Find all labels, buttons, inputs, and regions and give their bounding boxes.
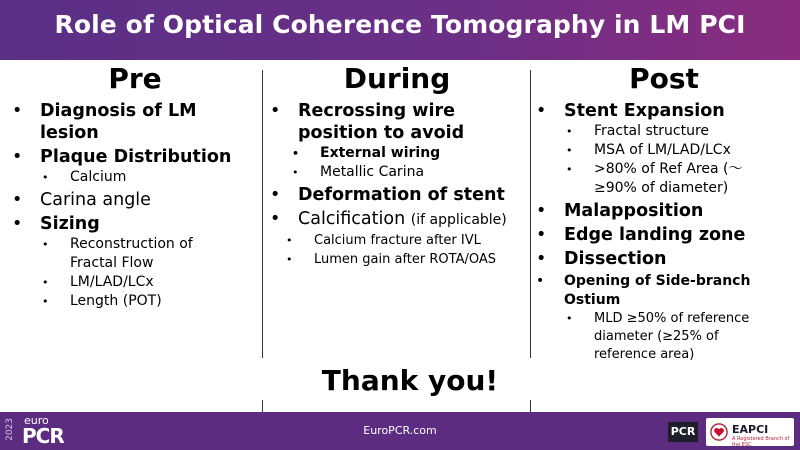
sublist-container (10, 235, 260, 311)
list-item: • Reconstruction of Fractal Flow (40, 235, 210, 273)
list-item: • Deformation of stent (268, 184, 526, 206)
list-item: • Calcium (40, 168, 260, 187)
column-header-pre: Pre (108, 62, 162, 95)
list-item (268, 208, 526, 231)
list-item: • Length (POT) (40, 292, 260, 311)
eapci-subtitle: A Registered Branch of the ESC (732, 436, 790, 448)
during-sublist-2 (284, 231, 526, 269)
during-sublist-1 (290, 144, 526, 182)
thank-you-text: Thank you! (321, 364, 499, 397)
list-item: • Malapposition (534, 200, 794, 222)
list-item: • Diagnosis of LM lesion (10, 100, 230, 144)
divider-left-stub (262, 400, 263, 412)
divider-left (262, 70, 263, 358)
column-post (534, 62, 794, 364)
list-item: • Stent Expansion (534, 100, 794, 122)
list-item: • External wiring (290, 144, 526, 163)
list-item: • Opening of Side-branch Ostium (534, 272, 774, 310)
divider-right (530, 70, 531, 358)
eapci-logo (706, 418, 794, 446)
post-sublist-2 (564, 310, 794, 364)
footer-bar (0, 412, 800, 450)
sublist-container (534, 122, 794, 198)
slide-title: Role of Optical Coherence Tomography in LM PCI (54, 10, 746, 39)
list-item: • Recrossing wire position to avoid (268, 100, 488, 144)
list-item: • Plaque Distribution (10, 146, 260, 168)
list-item: • >80% of Ref Area (～≥90% of diameter) (564, 160, 774, 198)
sublist-container (534, 310, 794, 364)
list-item: • Dissection (534, 248, 794, 270)
column-during (268, 62, 526, 269)
sublist-container (10, 168, 260, 187)
pre-sublist-2 (40, 235, 260, 311)
list-item: • MLD ≥50% of reference diameter (≥25% of reference area) (564, 310, 764, 364)
logo-euro-text: euro (24, 414, 49, 427)
europcr-logo: PCR (22, 424, 64, 448)
post-list (534, 100, 794, 364)
column-header-post: Post (629, 62, 699, 95)
sublist-container (268, 144, 526, 182)
heart-icon (710, 423, 728, 441)
logo-year: 2023 (5, 418, 15, 441)
footer-url[interactable]: EuroPCR.com (363, 424, 437, 437)
eapci-label: EAPCI (732, 423, 769, 436)
list-item: • LM/LAD/LCx (40, 273, 260, 292)
list-item: • MSA of LM/LAD/LCx (564, 141, 794, 160)
pre-sublist-1 (40, 168, 260, 187)
list-item: • Metallic Carina (290, 163, 526, 182)
during-list (268, 100, 526, 269)
list-item: • Calcium fracture after IVL (284, 231, 526, 250)
sublist-container (268, 231, 526, 269)
title-bar (0, 0, 800, 60)
list-item: • Lumen gain after ROTA/OAS (284, 250, 526, 269)
calcification-label: Calcification (298, 209, 406, 229)
list-item: • Fractal structure (564, 122, 794, 141)
divider-right-stub (530, 400, 531, 412)
pcr-badge-logo: PCR (668, 422, 698, 442)
calcification-note: (if applicable) (410, 212, 507, 228)
pre-list (10, 100, 260, 311)
column-pre (10, 62, 260, 311)
list-item: • Sizing (10, 213, 260, 235)
list-item: • Carina angle (10, 189, 260, 211)
column-header-during: During (343, 62, 451, 95)
post-sublist-1 (564, 122, 794, 198)
list-item: • Edge landing zone (534, 224, 794, 246)
